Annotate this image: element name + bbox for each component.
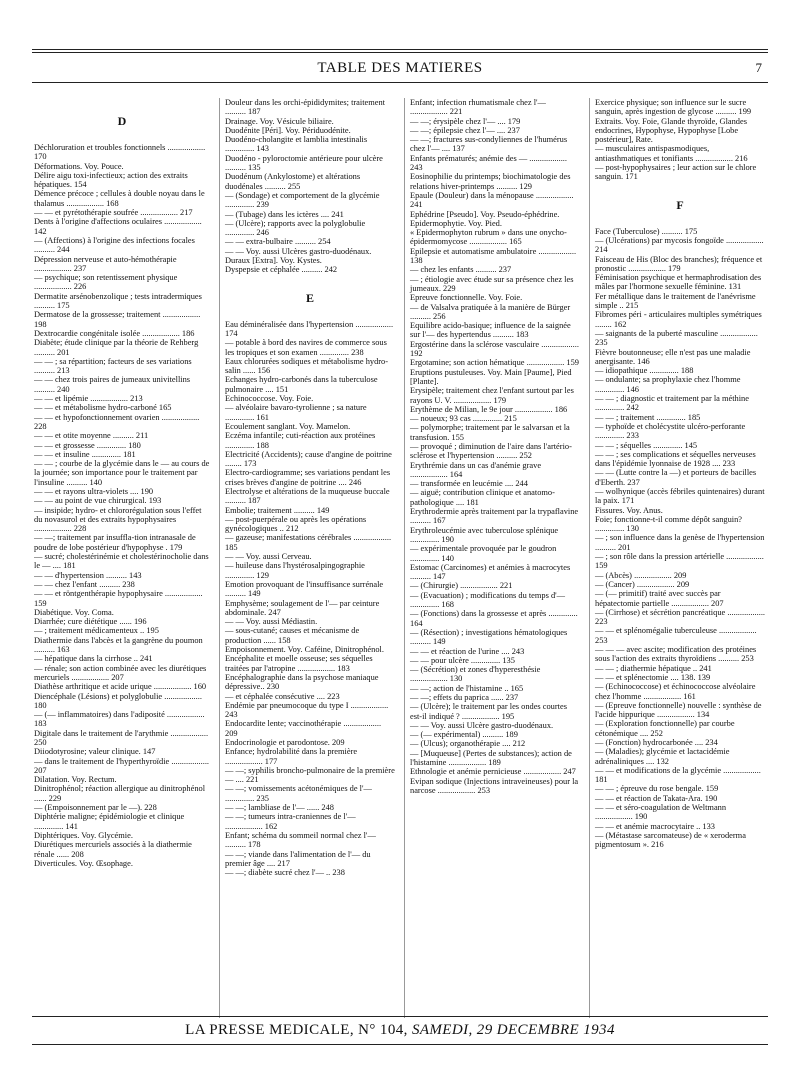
index-entry: — potable à bord des navires de commerce sous les tropiques et son examen .............. 238 [225,338,387,357]
index-entry: Dinitrophénol; réaction allergique au dinitrophénol ...... 229 [34,784,206,803]
index-entry: — — et modifications de la glycémie .................. 181 [595,765,761,785]
index-entry: Diphtérie maligne; épidémiologie et clinique .............. 141 [34,812,185,831]
footer [0,1022,800,1039]
index-entry: — [Muqueuse] (Pertes de substances); action de l'histamine .................. 189 [410,748,572,768]
index-entry: — chez les enfants .......... 237 [410,265,512,275]
index-entry: — — et réaction de Takata-Ara. 190 [595,793,718,803]
index-entry: — — et métabolisme hydro-carboné 165 [34,403,172,413]
index-entry: Eaux chlorurées sodiques et métabolisme hydro-salin ...... 156 [225,356,389,376]
index-entry: Diiodotyrosine; valeur clinique. 147 [34,747,156,757]
index-entry: Endocrinologie et parodontose. 209 [225,738,345,747]
index-entry: — (Ulcérations) par mycosis fongoïde .................. 214 [595,235,764,255]
index-entry: Diverticules. Voy. Œsophage. [34,858,133,868]
index-entry: Féminisation psychique et hermaphrodisation des mâles par l'hormone sexuelle féminine. 131 [595,273,762,292]
index-entry: — —; érysipèle chez l'— .... 179 [410,116,521,126]
index-entry: Eau déminéralisée dans l'hypertension .................. 174 [225,319,394,338]
index-entry: Démence précoce ; cellules à double noyau dans le thalamus .................. 168 [34,189,205,208]
index-entry: — (Métastase sarcomateuse) de « xeroderma pigmentosum ». 216 [595,830,746,850]
index-entry: Erysipèle; traitement chez l'enfant surtout par les rayons U. V. .................. 179 [410,386,574,405]
index-entry: Emphysème; soulagement de l'— par ceinture abdominale. 247 [225,598,380,617]
index-entry: — ondulante; sa prophylaxie chez l'homme .............. 146 [595,375,741,394]
index-entry: — (Epreuve fonctionnelle) nouvelle : synthèse de l'acide hippurique .................. 134 [595,700,762,720]
index-entry: — — et séro-coagulation de Weltmann .................. 190 [595,803,727,822]
index-entry: — — et splénomégalie tuberculeuse .................. 253 [595,626,757,645]
index-entry: — ; étiologie avec étude sur sa présence chez les jumeaux. 229 [410,274,574,293]
index-entry: — gazeuse; manifestations cérébrales .................. 185 [225,533,392,552]
index-entry: — typhoïde et cholécystite ulcéro-perforante .............. 233 [595,421,746,441]
index-entry: — (Ulcus); organothérapie .... 212 [410,739,526,749]
index-entry: Erythroleucémie avec tuberculose splénique .............. 190 [410,525,559,544]
index-entry: Diurétiques mercuriels associés à la diathermie rénale ...... 208 [34,840,192,859]
index-entry: Fer métallique dans le traitement de l'anévrisme simple .. 215 [595,291,756,311]
index-entry: — dans le traitement de l'hyperthyroïdie .................. 207 [34,756,210,775]
header-rule-top-2 [32,52,768,53]
index-entry: Duodénum (Ankylostome) et altérations duodénales .......... 255 [225,172,361,191]
index-entry: — — ; courbe de la glycémie dans le — au cours de la journée; son importance pour le traitement par l'insuline .......... 140 [34,459,210,487]
index-entry: Eruptions pustuleuses. Voy. Main [Paume], Pied [Plante]. [410,367,572,386]
index-entry: — — Voy. aussi Ulcère gastro-duodénaux. [410,720,554,730]
index-entry: — ; traitement médicamenteux .. 195 [34,626,159,636]
index-entry: — — Voy. aussi Ulcères gastro-duodénaux. [225,246,372,256]
index-entry: — hépatique dans la cirrhose .. 241 [34,654,153,664]
index-entry: Dents à l'origine d'affections oculaires .................. 142 [34,217,202,236]
index-entry: — (Maladies); glycémie et lactacidémie adrénaliniques .... 132 [595,747,730,766]
index-entry: — (Cirrhose) et sécrétion pancréatique .................. 223 [595,607,766,627]
index-entry: — — et réaction de l'urine .... 243 [410,646,525,656]
index-entry: — — et anémie macrocytaire .. 133 [595,821,715,831]
index-entry: — (— inflammatoires) dans l'adiposité .................. 183 [34,710,205,729]
index-entry: — psychique; son retentissement physique .................. 226 [34,273,178,292]
index-entry: Duodéno-cholangite et lamblia intestinalis .............. 143 [225,135,368,154]
index-entry: Extraits. Voy. Foie, Glande thyroïde, Glandes endocrines, Hypophyse, Hypophyse [Lobe postérieur], Rate. [595,116,747,145]
index-entry: — polymorphe; traitement par le salvarsan et la transfusion. 155 [410,423,570,442]
index-entry: — —; traitement par insuffla-tion intranasale de poudre de lobe postérieur d'hypophyse . 179 [34,533,196,552]
index-entry: Endocardite lente; vaccinothérapie .................. 209 [225,719,382,738]
index-entry: Encéphalite et moelle osseuse; ses séquelles traitées par l'atropine .................. 183 [225,654,373,673]
index-entry: Ergotamine; son action hématique .................. 159 [410,358,579,368]
index-columns [34,98,768,1018]
index-entry: Electrolyse et altérations de la muqueuse buccale .......... 187 [225,486,390,506]
section-letter: F [676,197,684,212]
index-entry: — musculaires antispasmodiques, antiasthmatiques et tonifiants .................. 216 [595,144,748,163]
index-entry: — — (Lutte contre la —) et porteurs de bacilles d'Eberth. 237 [595,468,757,487]
index-entry: — — et lipémie .................. 213 [34,394,143,404]
index-column-3 [404,98,583,1018]
index-entry: — —; viande dans l'alimentation de l'— du premier âge .... 217 [225,849,371,868]
index-entry: — — ; diathermie hépatique .. 241 [595,663,712,673]
index-entry: — saignants de la puberté masculine .................. 235 [595,328,758,348]
index-entry: — (Empoisonnement par le —). 228 [34,803,157,813]
index-entry: Embolie; traitement .......... 149 [225,505,330,515]
index-entry: — (Echinococcose) et échinococcose alvéolaire chez l'homme .................. 161 [595,682,756,701]
index-column-1 [34,98,213,1018]
index-entry: Echanges hydro-carbonés dans la tuberculose pulmonaire .... 151 [225,375,378,394]
index-entry: — aiguë; contribution clinique et anatomo-pathologique .... 181 [410,488,555,507]
index-entry: Diathèse arthritique et acide urique .................. 160 [34,682,207,692]
index-entry: — — chez l'enfant .......... 238 [34,579,135,589]
index-entry: Diathermie dans l'abcès et la gangrène du poumon .......... 163 [34,635,203,655]
index-entry: — (Cancer) .................. 209 [595,579,690,589]
index-entry: — —; vomissements acétonémiques de l'— .............. 235 [225,784,372,803]
index-entry: Diabétique. Voy. Coma. [34,607,114,617]
section-letter: D [117,114,127,128]
index-entry: — et céphalée consécutive .... 223 [225,691,340,701]
index-entry: — rénale; son action combinée avec les diurétiques mercuriels .................. 207 [34,663,207,682]
index-entry: Evipan sodique (Injections intraveineuses) pour la narcose .................. 253 [410,776,579,795]
index-entry: Enfant; schéma du sommeil normal chez l'— .......... 178 [225,830,376,850]
index-column-4 [589,98,768,1018]
index-entry: — expérimentale provoquée par le goudron .............. 140 [410,544,557,563]
index-entry: Face (Tuberculose) .......... 175 [595,226,698,236]
index-entry: — —; fractures sus-condyliennes de l'humérus chez l'— .... 137 [410,135,568,154]
index-entry: Faisceau de His (Bloc des branches); fréquence et pronostic .................. 179 [595,254,763,273]
index-column-2 [219,98,398,1018]
footer-rule [32,1016,768,1017]
footer-journal: LA PRESSE MEDICALE, [185,1022,354,1038]
index-entry: Epreuve fonctionnelle. Voy. Foie. [410,293,523,303]
index-entry: — (Affections) à l'origine des infections focales .......... 244 [34,235,195,255]
index-entry: — transformée en leucémie .... 244 [410,479,528,489]
index-entry: Estomac (Carcinomes) et anémies à macrocytes .......... 147 [410,562,571,582]
footer-date: SAMEDI, 29 DECEMBRE 1934 [411,1022,615,1038]
index-entry: Exercice physique; son influence sur le sucre sanguin, après ingestion de glycose .......... 199 [595,98,752,117]
index-entry: — — et rayons ultra-violets .... 190 [34,486,154,496]
index-entry: — — et otite moyenne .......... 211 [34,431,149,441]
index-entry: — — ; diagnostic et traitement par la méthine .............. 242 [595,394,749,413]
index-entry: Erythème de Milian, le 9e jour .................. 186 [410,404,568,414]
index-entry: Déformations. Voy. Pouce. [34,161,124,171]
index-entry: Equilibre acido-basique; influence de la saignée sur l'— des hypertendus .......... 183 [410,321,571,340]
index-entry: — — Voy. aussi Médiastin. [225,617,318,627]
index-entry: Empoisonnement. Voy. Caféine, Dinitrophénol. [225,645,384,655]
index-entry: Eczéma infantile; cuti-réaction aux protéines .............. 188 [225,431,376,450]
index-entry: — (Fonctions) dans la grossesse et après .............. 164 [410,609,578,628]
index-entry: — alvéolaire bavaro-tyrolienne ; sa nature .............. 161 [225,403,367,422]
index-entry: Erythrémie dans un cas d'anémie grave .................. 164 [410,460,542,479]
index-entry: — — ; traitement .............. 185 [595,412,701,422]
index-entry: — (Sondage) et comportement de la glycémie .............. 239 [225,190,380,210]
index-entry: — — et insuline .............. 181 [34,449,136,459]
page-number: 7 [755,60,762,75]
index-entry: Duodénite [Péri]. Voy. Périduodénite. [225,125,351,135]
index-entry: — — — avec ascite; modification des protéines sous l'action des extraits thyroïdiens .......... 253 [595,645,757,664]
index-entry: Ecoulement sanglant. Voy. Mamelon. [225,421,351,431]
index-entry: — (Sécrétion) et zones d'hyperesthésie .................. 130 [410,665,541,684]
index-entry: Dermatose de la grossesse; traitement .................. 198 [34,310,201,329]
index-entry: Enfants prématurés; anémie des — .................. 243 [410,153,567,173]
index-entry: Diphtériques. Voy. Glycémie. [34,830,133,840]
index-entry: Dermatite arsénobenzolique ; tests intradermiques .......... 175 [34,291,202,311]
index-entry: Douleur dans les orchi-épididymites; traitement .......... 187 [225,98,386,117]
index-entry: Fibromes péri - articulaires multiples symétriques ........ 162 [595,310,762,329]
index-entry: Emotion provoquant de l'insuffisance surrénale .......... 149 [225,579,384,599]
index-entry: — (Résection) ; investigations hématologiques .......... 149 [410,627,568,647]
index-entry: Diencéphale (Lésions) et polyglobulie .................. 180 [34,691,202,710]
index-entry: — — ; ses complications et séquelles nerveuses dans l'épidémie lyonnaise de 1928 .... 233 [595,449,756,469]
footer-rule-bottom [32,1044,768,1045]
index-entry: Eosinophilie du printemps; biochimatologie des relations hiver-printemps .......... 129 [410,172,571,191]
index-entry: — (Tubage) dans les ictères .... 241 [225,209,344,219]
index-entry: — insipide; hydro- et chlororégulation sous l'effet du novasurol et des extraits hypophysaires .................. 228 [34,505,202,534]
index-entry: — (Ulcère); le traitement par les ondes courtes est-il indiqué ? .................. 195 [410,702,567,721]
index-entry: Dilatation. Voy. Rectum. [34,775,117,785]
index-entry: — sous-cutané; causes et mécanisme de production ...... 158 [225,626,360,645]
index-entry: Ergostérine dans la sclérose vasculaire .................. 192 [410,339,579,359]
index-entry: — — et hypofonctionnement ovarien .................. 228 [34,412,200,431]
index-entry: Enfance; hydrolabilité dans la première .................. 177 [225,747,358,766]
index-entry: — de Valsalva pratiquée à la manière de Bürger .......... 256 [410,302,571,321]
index-entry: — (Ulcère); rapports avec la polyglobulie .............. 246 [225,218,366,238]
index-entry: — wolhynique (accès fébriles quintenaires) durant la paix. 171 [595,486,765,506]
index-entry: Diabète; étude clinique par la théorie de Rehberg .......... 201 [34,338,199,357]
index-entry: — provoqué ; diminution de l'aire dans l'artério-sclérose et l'hypertension .......... 252 [410,441,572,461]
index-entry: — ; son rôle dans la pression artérielle .................. 159 [595,552,764,571]
index-entry: Erythrodermie après traitement par la trypaflavine .......... 167 [410,507,579,526]
index-entry: — — Voy. aussi Cerveau. [225,552,312,562]
index-entry: — — et röntgenthérapie hypophysaire .................. 159 [34,589,203,608]
index-entry: — —; lambliase de l'— ...... 248 [225,803,334,813]
index-entry: — — ; séquelles .............. 145 [595,440,698,450]
index-entry: Dépression nerveuse et auto-hémothérapie .................. 237 [34,254,177,273]
index-entry: — — et grossesse .............. 180 [34,440,141,450]
page-title: TABLE DES MATIERES [317,60,483,76]
index-entry: Diarrhée; cure diététique ...... 196 [34,617,147,627]
index-entry: — noueux; 93 cas .............. 215 [410,414,517,424]
index-entry: — huileuse dans l'hystérosalpingographie .............. 129 [225,561,365,580]
header-rule-top [32,49,768,50]
index-entry: — —; syphilis broncho-pulmonaire de la première — .... 221 [225,765,395,785]
index-entry: — post-puerpérale ou après les opérations gynécologiques .. 212 [225,514,367,534]
index-entry: Dextrocardie congénitale isolée .................. 186 [34,328,195,338]
index-entry: — — chez trois paires de jumeaux univitellins .......... 240 [34,375,191,394]
index-entry: Electro-cardiogramme; ses variations pendant les crises brèves d'angine de poitrine .... 246 [225,468,391,487]
index-entry: — — et pyrétothérapie soufrée .................. 217 [34,208,193,218]
index-entry: — (Chirurgie) .................. 221 [410,581,513,591]
index-entry: — (— primitif) traité avec succès par hépatectomie partielle .................. 207 [595,589,724,608]
index-entry: Enfant; infection rhumatismale chez l'— .................. 221 [410,98,546,117]
index-entry: — (Exploration fonctionnelle) par courbe cétonémique .... 252 [595,719,735,738]
index-entry: Fissures. Voy. Anus. [595,505,663,515]
index-entry: Dyspepsie et céphalée .......... 242 [225,265,338,275]
index-entry: Foie; fonctionne-t-il comme dépôt sanguin? .............. 130 [595,514,742,534]
index-entry: Déchloruration et troubles fonctionnels .................. 170 [34,143,206,162]
index-entry: — —; diabète sucré chez l'— .. 238 [225,868,345,878]
index-entry: Digitale dans le traitement de l'arythmie .................. 250 [34,728,209,747]
index-entry: Ephédrine [Pseudo]. Voy. Pseudo-éphédrine. [410,209,560,219]
index-entry: — — au point de vue chirurgical. 193 [34,496,162,506]
section-letter: E [305,290,314,305]
index-entry: — —; épilepsie chez l'— .... 237 [410,125,520,135]
index-entry: — (Abcès) .................. 209 [595,570,687,580]
index-entry: Ethnologie et anémie pernicieuse .................. 247 [410,767,576,777]
index-entry: Drainage. Voy. Vésicule biliaire. [225,116,334,126]
index-entry: — —; action de l'histamine .. 165 [410,683,524,693]
index-entry: — sucré; cholestérinémie et cholestérinocholie dans le — .... 181 [34,552,209,571]
index-entry: Fièvre boutonneuse; elle n'est pas une maladie anergisante. 146 [595,347,751,366]
index-entry: Epaule (Douleur) dans la ménopause .................. 241 [410,190,574,210]
index-entry: — ; son influence dans la genèse de l'hypertension .......... 201 [595,533,765,552]
index-entry: — —; tumeurs intra-craniennes de l'— .................. 162 [225,812,356,831]
index-entry: Délire aigu toxi-infectieux; action des extraits hépatiques. 154 [34,170,188,190]
index-entry: Electricité (Accidents); cause d'angine de poitrine ........ 173 [225,449,392,469]
index-entry: Duodéno - pyloroctomie antérieure pour ulcère .......... 135 [225,153,383,173]
index-entry: — post-hypophysaires ; leur action sur le chlore sanguin. 171 [595,163,757,182]
index-entry: — idiopathique .............. 188 [595,366,694,376]
index-entry: Endémie par pneumocoque du type I .................. 243 [225,700,389,720]
index-entry: — (— expérimental) .......... 189 [410,730,518,740]
header-rule-bottom [32,82,768,83]
index-entry: — —; effets du paprica ...... 237 [410,693,519,702]
index-entry: — — d'hypertension .......... 143 [34,570,142,580]
index-entry: Encéphalographie dans la psychose maniaque dépressive.. 230 [225,672,379,692]
index-entry: — — extra-bulbaire .......... 254 [225,237,331,247]
index-entry: — — ; épreuve du rose bengale. 159 [595,784,719,794]
index-entry: — (Fonction) hydrocarbonée .... 234 [595,738,718,747]
index-entry: Echinococcose. Voy. Foie. [225,394,314,404]
index-entry: — — et splénectomie .... 138. 139 [595,672,711,682]
index-entry: — — pour ulcère .............. 135 [410,655,515,665]
footer-issue: N° 104, [358,1022,408,1038]
index-entry: — (Evacuation) ; modifications du temps d'— .............. 168 [410,590,566,610]
index-entry: Duraux [Extra]. Voy. Kystes. [225,256,322,266]
index-entry: — — ; sa répartition; facteurs de ses variations .......... 213 [34,356,192,376]
index-entry: Epilepsie et automatisme ambulatoire .................. 138 [410,246,577,266]
index-entry: Epidermophytie. Voy. Pied. [410,218,502,228]
index-entry: « Epidermophyton rubrum » dans une onycho-épidermomycose .................. 165 [410,228,567,247]
